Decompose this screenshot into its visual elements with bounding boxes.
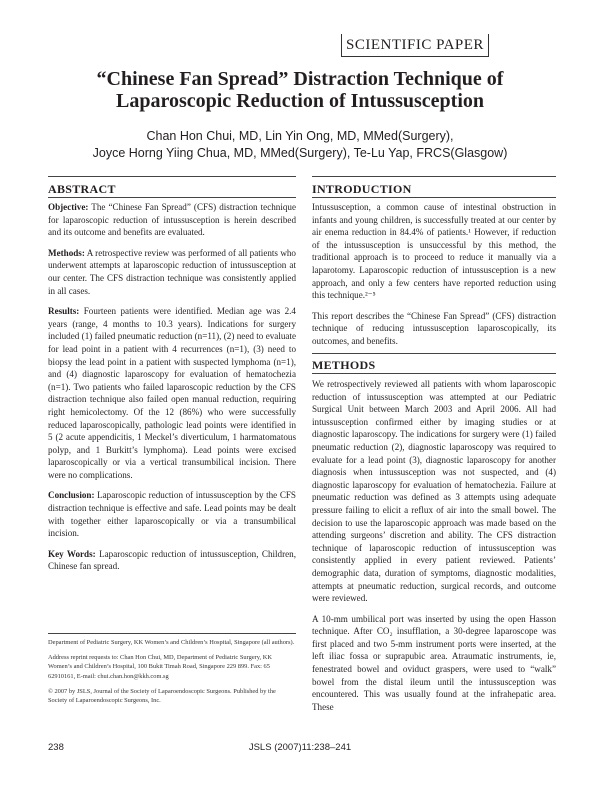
introduction-body — [312, 201, 556, 356]
methods-paragraph-1: We retrospectively reviewed all patients with whom laparoscopic reduction of intussusception was attempted at our Pediatric Surgical Unit between March 2003 and April 2006. All had intussusception confirmed either by imaging studies or at diagnostic laparoscopy. The indications for surgery were (1) failed pneumatic reduction (2), diagnostic laparoscopy was required to evaluate for a lead point (3), diagnostic laparoscopy for another diagnosis when intussusception was not suspected, and (4) diagnostic laparoscopy for evaluation of hematochezia. Failure at pneumatic reduction was defined as 3 attempts using adequate pressure failing to elicit a reflux of air into the small bowel. The decision to use the laparoscopic approach was made based on the attending surgeons’ discretion and ability. The CFS distraction technique of laparoscopic reduction of intussusception was consistently applied in every patient reviewed. Patients’ demographic data, duration of symptoms, diagnostic modalities, attempts at pneumatic reduction, surgical records, and outcome were reviewed. — [312, 379, 556, 604]
authors-line-2: Joyce Horng Yiing Chua, MD, MMed(Surgery), Te-Lu Yap, FRCS(Glasgow) — [92, 146, 508, 160]
intro-heading-rule — [312, 197, 556, 198]
results-text: Fourteen patients were identified. Median age was 2.4 years (range, 4 months to 10.3 years). Indications for surgery included (1) failed pneumatic reduction (n=11), (2) need to evaluate for lead point in a patient with 4 recurrences (n=1), (3) need to biopsy the lead point in a patient with suspected lymphoma (n=1), and (4) diagnostic laparoscopy for evaluation of hematochezia (n=1). Two patients who failed laparoscopic reduction by the CFS distraction technique also failed open manual reduction, requiring right hemicolectomy. Of the 12 (86%) who were successfully reduced laparoscopically, pathologic lead points were identified in 5 (2 acute appendicitis, 1 Meckel’s diverticulum, 1 harmatomatous polyp, and 1 Burkitt’s lymphoma). Lead points were excised laparoscopically or via a vertical transumbilical incision. There were no complications. — [48, 306, 296, 480]
title-line-1: “Chinese Fan Spread” Distraction Technique of — [96, 68, 504, 90]
results-label: Results: — [48, 306, 80, 317]
abstract-heading-rule — [48, 197, 296, 198]
authors-line-1: Chan Hon Chui, MD, Lin Yin Ong, MD, MMed(Surgery), — [146, 129, 454, 143]
conclusion-text: Laparoscopic reduction of intussusception by the CFS distraction technique is effective and safe. Lead points may be dealt with together either laparoscopically or via a transumbilical incision. — [48, 490, 296, 539]
keywords-text: Laparoscopic reduction of intussusception, Children, Chinese fan spread. — [48, 548, 296, 572]
intro-paragraph-1: Intussusception, a common cause of intestinal obstruction in infants and young children, is successfully treated at our center by air enema reduction in 84.4% of patients.¹ However, if reduction of the intussusception is unsuccessful by this method, the traditional approach is to proceed to reduce it manually via a laparotomy. Laparoscopic reduction of intussusception is a new approach, and only a few centers have reported reduction using this technique.²⁻⁵ — [312, 202, 556, 301]
objective-label: Objective: — [48, 202, 89, 212]
author-list — [0, 128, 600, 162]
introduction-heading: INTRODUCTION — [312, 182, 412, 196]
title-line-2: Laparoscopic Reduction of Intussusception — [115, 90, 485, 112]
section-label: SCIENTIFIC PAPER — [341, 34, 489, 57]
footnote-address: Address reprint requests to: Chan Hon Chui, MD, Department of Pediatric Surgery, KK Women’s and Children’s Hospital, 100 Bukit Timah Road, Singapore 229 899. Fax: 65 62910161, E-mail: chui.chan.hon@kkh.com.sg — [48, 654, 272, 680]
article-title — [0, 68, 600, 112]
footnote-rule — [48, 633, 296, 634]
conclusion-label: Conclusion: — [48, 490, 95, 501]
objective-paragraph — [48, 201, 296, 239]
conclusion-paragraph — [48, 489, 296, 539]
abstract-top-rule — [48, 176, 296, 177]
page-number: 238 — [48, 742, 64, 753]
footnote-department: Department of Pediatric Surgery, KK Women’s and Children’s Hospital, Singapore (all authors). — [48, 639, 295, 646]
results-paragraph — [48, 305, 296, 481]
methods-text: A retrospective review was performed of all patients who underwent attempts at laparoscopic reduction of intussusception at our center. The CFS distraction technique was consistently applied in all cases. — [48, 247, 296, 296]
objective-text: The “Chinese Fan Spread” (CFS) distraction technique for laparoscopic reduction of intussusception is herein described and its outcome and benefits are evaluated. — [48, 202, 296, 238]
methods-heading-rule — [312, 373, 556, 374]
methods-paragraph-2: A 10-mm umbilical port was inserted by using the open Hasson technique. After CO₂ insufflation, a 30-degree laparoscope was first placed and two 5-mm instrument ports were inserted, at the left iliac fossa or suprapubic area. Atraumatic instruments, ie, fenestrated bowel and oviduct graspers, were used to “walk” bowel from the distal ileum until the intussusception was encountered. This was usually found at the infrahepatic area. These — [312, 613, 556, 712]
intro-paragraph-2: This report describes the “Chinese Fan Spread” (CFS) distraction technique of reducing intussusception laparoscopically, its outcomes, and benefits. — [312, 310, 556, 346]
methods-body — [312, 378, 556, 721]
intro-top-rule — [312, 176, 556, 177]
methods-heading: METHODS — [312, 358, 376, 372]
footnotes — [48, 638, 296, 711]
methods-top-rule — [312, 353, 556, 354]
footnote-copyright: © 2007 by JSLS, Journal of the Society of Laparoendoscopic Surgeons. Published by the Society of Laparoendoscopic Surgeons, Inc. — [48, 687, 276, 705]
abstract-body — [48, 201, 296, 581]
methods-paragraph — [48, 247, 296, 297]
journal-citation: JSLS (2007)11:238–241 — [248, 742, 352, 753]
keywords-label: Key Words: — [48, 548, 96, 559]
abstract-heading: ABSTRACT — [48, 182, 116, 196]
methods-label: Methods: — [48, 247, 85, 258]
keywords-paragraph — [48, 548, 296, 573]
